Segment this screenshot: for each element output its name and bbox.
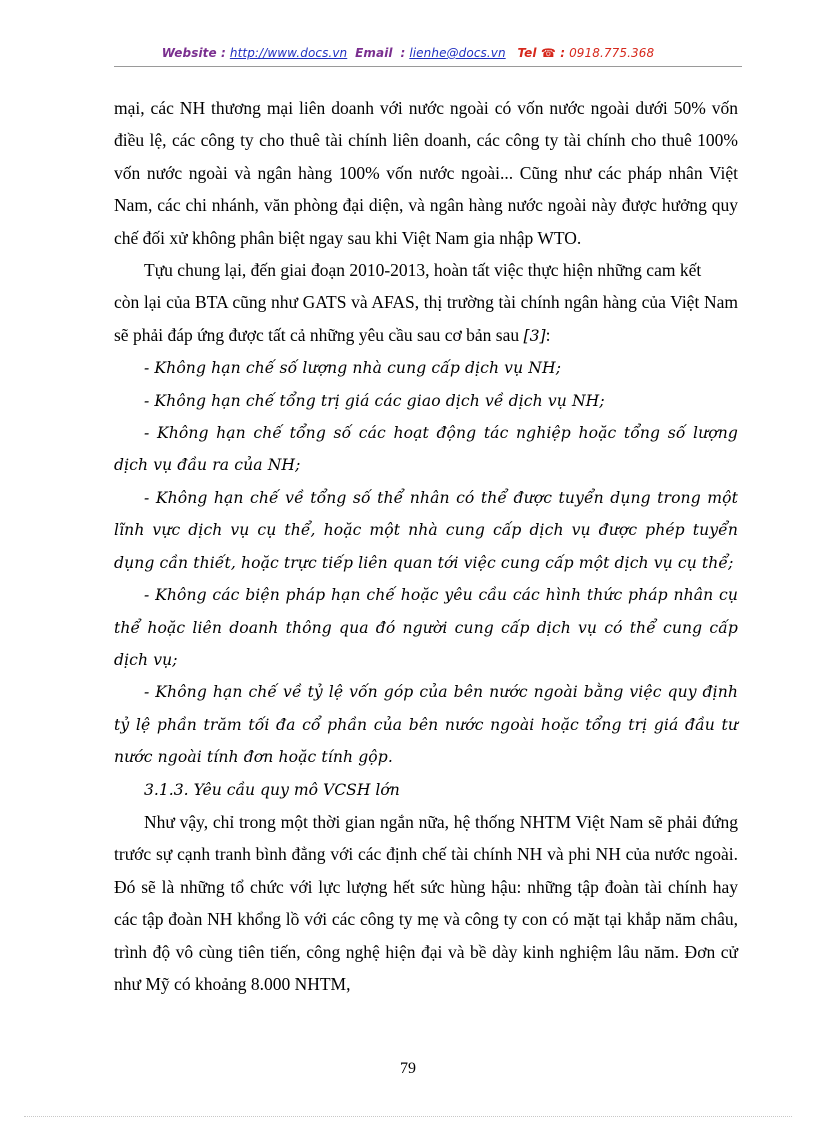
paragraph-2-first-line: Tựu chung lại, đến giai đoạn 2010-2013, hoàn tất việc thực hiện những cam kết [144,260,702,281]
bullet-item: - Không hạn chế tổng trị giá các giao dịch về dịch vụ NH; [144,391,605,410]
website-link[interactable]: http://www.docs.vn [229,46,348,60]
document-body [114,92,738,1000]
bullet-item: - Không hạn chế về tỷ lệ vốn góp của bên nước ngoài bằng việc quy định tỷ lệ phần trăm tối đa cổ phần của bên nước ngoài hoặc tổng trị giá đầu tư nước ngoài tính đơn hoặc tính gộp. [114,683,738,767]
paragraph-2-text: còn lại của BTA cũng như GATS và AFAS, thị trường tài chính ngân hàng của Việt Nam sẽ phải đáp ứng được tất cả những yêu cầu sau cơ bản sau [114,292,738,345]
paragraph-2-colon: : [545,324,551,345]
header-divider [114,66,742,67]
page-number: 79 [400,1060,416,1077]
paragraph-2-continued [114,286,738,352]
section-heading: 3.1.3. Yêu cầu quy mô VCSH lớn [144,780,400,799]
email-separator: : [400,46,406,60]
page-header [0,46,816,60]
website-label: Website : [161,46,226,60]
email-link[interactable]: lienhe@docs.vn [409,46,506,60]
paragraph-1: mại, các NH thương mại liên doanh với nước ngoài có vốn nước ngoài dưới 50% vốn điều lệ, các công ty cho thuê tài chính liên doanh, các công ty tài chính cho thuê 100% vốn nước ngoài và ngân hàng 100% vốn nước ngoài... Cũng như các pháp nhân Việt Nam, các chi nhánh, văn phòng đại diện, và ngân hàng nước ngoài này được hưởng quy chế đối xử không phân biệt ngay sau khi Việt Nam gia nhập WTO. [114,98,738,248]
paragraph-3: Như vậy, chỉ trong một thời gian ngắn nữa, hệ thống NHTM Việt Nam sẽ phải đứng trước sự cạnh tranh bình đẳng với các định chế tài chính NH và phi NH của nước ngoài. Đó sẽ là những tổ chức với lực lượng hết sức hùng hậu: những tập đoàn tài chính hay các tập đoàn NH khổng lồ với các công ty mẹ và công ty con có mặt tại khắp năm châu, trình độ vô cùng tiên tiến, công nghệ hiện đại và bề dày kinh nghiệm lâu năm. Đơn cử như Mỹ có khoảng 8.000 NHTM, [114,811,738,994]
page-bottom-border [24,1116,792,1117]
bullet-item: - Không các biện pháp hạn chế hoặc yêu cầu các hình thức pháp nhân cụ thể hoặc liên doanh thông qua đó người cung cấp dịch vụ có thể cung cấp dịch vụ; [114,586,738,669]
citation: [3] [523,326,546,345]
bullet-item: - Không hạn chế về tổng số thể nhân có thể được tuyển dụng trong một lĩnh vực dịch vụ cụ thể, hoặc một nhà cung cấp dịch vụ được phép tuyển dụng cần thiết, hoặc trực tiếp liên quan tới việc cung cấp một dịch vụ cụ thể; [114,488,738,572]
phone-label: Tel ☎ : [517,46,566,60]
email-label: Email [355,46,393,60]
bullet-item: - Không hạn chế số lượng nhà cung cấp dịch vụ NH; [144,359,562,378]
phone-number: 0918.775.368 [569,46,655,60]
bullet-item: - Không hạn chế tổng số các hoạt động tác nghiệp hoặc tổng số lượng dịch vụ đầu ra của NH; [114,424,738,475]
